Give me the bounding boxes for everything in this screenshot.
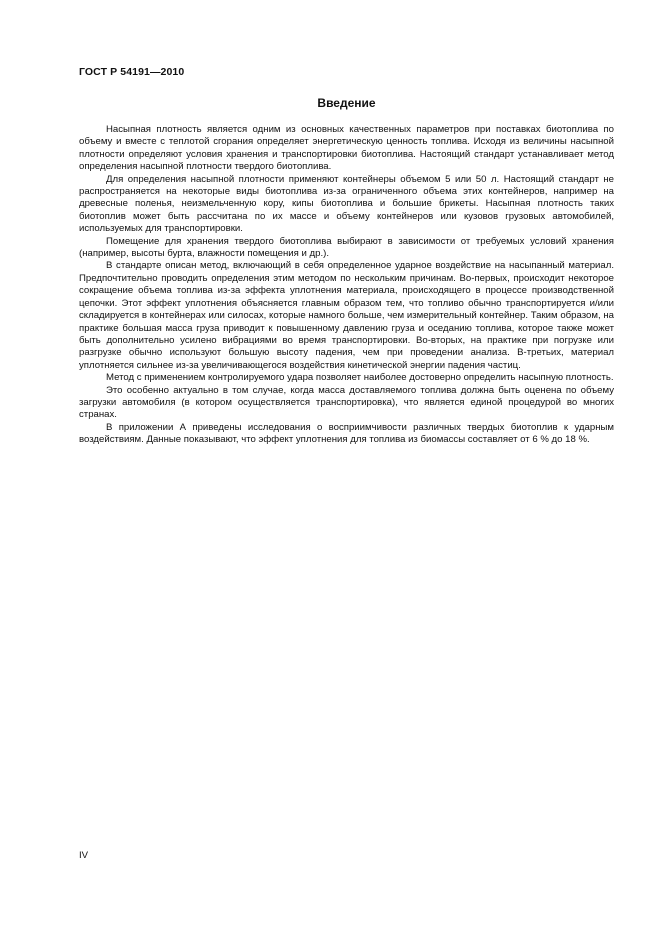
paragraph: В стандарте описан метод, включающий в себя определенное ударное воздействие на насыпанный материал. Предпочтительно проводить определения этим методом по нескольким причинам. Во-первых, происходит некоторое сокращение объема топлива из-за эффекта уплотнения материала, происходящего в процессе производственной цепочки. Этот эффект уплотнения объясняется главным образом тем, что топливо обычно транспортируется и/или складируется в контейнерах или силосах, которые намного больше, чем измерительный контейнер. Таким образом, на практике большая масса груза приводит к повышенному давлению груза и оседанию топлива, которое также может быть дополнительно усилено вибрациями во время транспортировки. Во-вторых, на практике при погрузке или разгрузке обычно используют большую высоту падения, чем при проведении анализа. В-третьих, материал уплотняется сильнее из-за увеличивающегося воздействия кинетической энергии падения частиц. <box>79 260 614 371</box>
paragraph: В приложении А приведены исследования о восприимчивости различных твердых биотоплив к ударным воздействиям. Данные показывают, что эффект уплотнения для топлива из биомассы составляет от 6 % до 18 %. <box>79 421 614 446</box>
paragraph: Помещение для хранения твердого биотоплива выбирают в зависимости от требуемых условий хранения (например, высоты бурта, влажности помещения и др.). <box>79 235 614 260</box>
document-header: ГОСТ Р 54191—2010 <box>79 66 185 78</box>
paragraph: Метод с применением контролируемого удара позволяет наиболее достоверно определить насыпную плотность. <box>106 372 614 384</box>
paragraph: Насыпная плотность является одним из основных качественных параметров при поставках биотоплива по объему и вместе с теплотой сгорания определяет энергетическую ценность топлива. Исходя из величины насыпной плотности определяют условия хранения и транспортировки биотоплива. Настоящий стандарт устанавливает метод определения насыпной плотности твердого биотоплива. <box>79 124 614 173</box>
page-number: IV <box>79 850 89 861</box>
section-title: Введение <box>317 96 376 110</box>
paragraph: Для определения насыпной плотности применяют контейнеры объемом 5 или 50 л. Настоящий стандарт не распространяется на некоторые виды биотоплива из-за ограниченного объема этих контейнеров, например на древесные поленья, неизмельченную кору, кипы биотоплива и большие брикеты. Насыпная плотность таких биотоплив может быть рассчитана по их массе и объему контейнеров или кузовов грузовых автомобилей, используемых для транспортировки. <box>79 173 614 235</box>
document-body <box>79 124 614 447</box>
paragraph: Это особенно актуально в том случае, когда масса доставляемого топлива должна быть оценена по объему загрузки автомобиля (в котором осуществляется транспортировка), что является единой процедурой во многих странах. <box>79 384 614 421</box>
